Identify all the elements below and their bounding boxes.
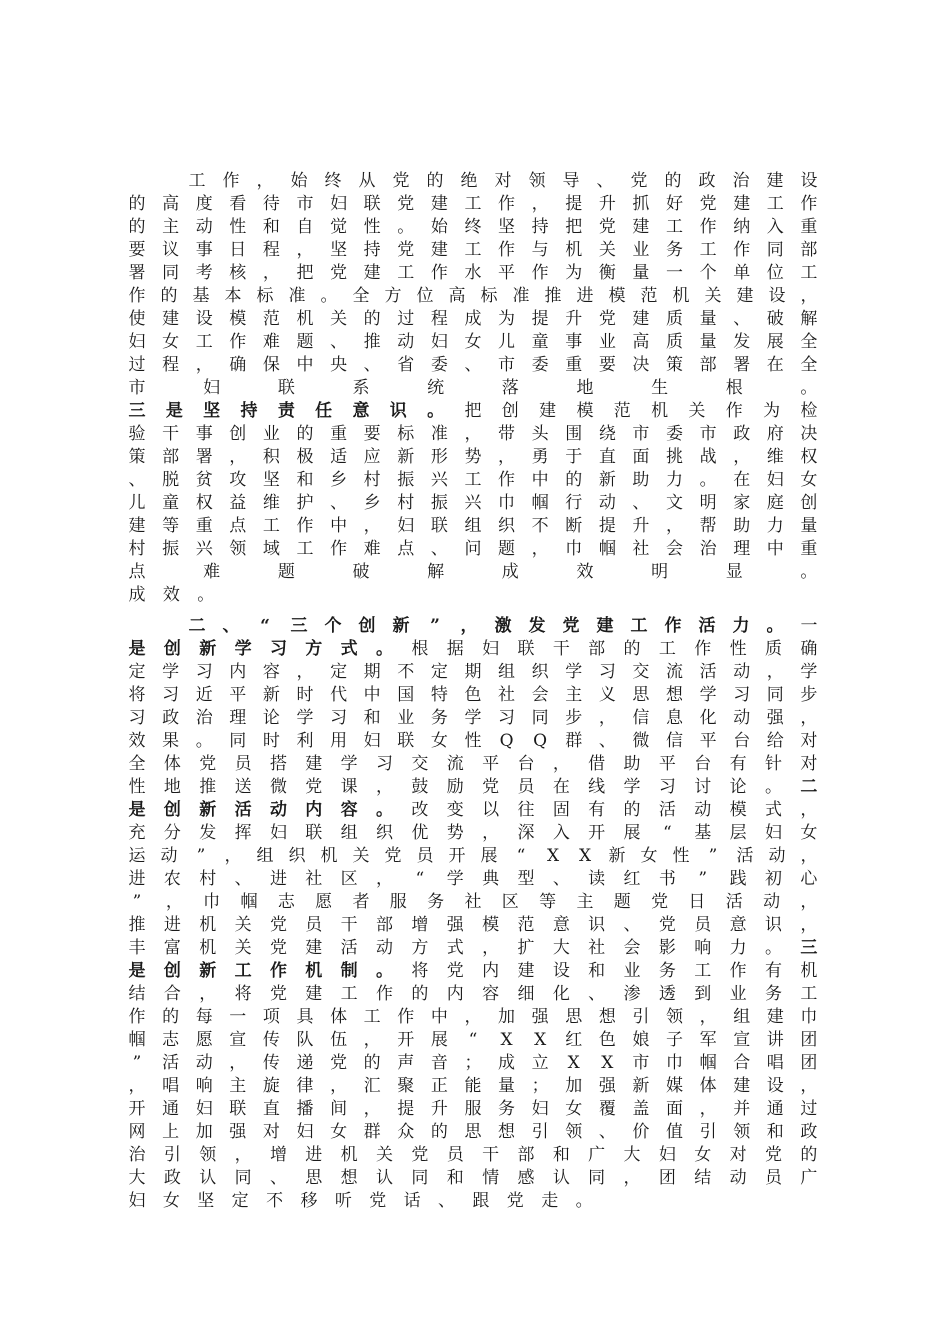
text-line: 点 难 题 破 解 成 效 明 显 。 [128,562,818,582]
text-line: 、 脱 贫 攻 坚 和 乡 村 振 兴 工 作 中 的 新 助 力 。 在 妇 女 [128,470,818,490]
text-line: 习 政 治 理 论 学 习 和 业 务 学 习 同 步 ， 信 息 化 动 强 ， [128,708,818,728]
text-line: 治 引 领 ， 增 进 机 关 党 员 干 部 和 广 大 妇 女 对 党 的 [128,1145,818,1165]
text-line: 要 议 事 日 程 ， 坚 持 党 建 工 作 与 机 关 业 务 工 作 同 部 [128,240,818,260]
text-line: 效 果 。 同 时 利 用 妇 联 女 性 Q Q 群 、 微 信 平 台 给 对 [128,731,818,751]
text-line: 署 同 考 核 ， 把 党 建 工 作 水 平 作 为 衡 量 一 个 单 位 工 [128,263,818,283]
text-line: ” ， 巾 帼 志 愿 者 服 务 社 区 等 主 题 党 日 活 动 ， [132,892,818,912]
text-line: 妇 女 坚 定 不 移 听 党 话 、 跟 党 走 。 [128,1191,593,1211]
document-page [128,170,818,1213]
text-line: 二 、 “ 三 个 创 新 ” ， 激 发 党 建 工 作 活 力 。 一 [128,615,818,638]
paragraph-1 [128,170,818,607]
text-line: 作 的 基 本 标 准 。 全 方 位 高 标 准 推 进 模 范 机 关 建 设 ， [128,286,818,306]
text-line: 工 作 ， 始 终 从 党 的 绝 对 领 导 、 党 的 政 治 建 设 [128,170,818,193]
text-line: ， 唱 响 主 旋 律 ， 汇 聚 正 能 量 ； 加 强 新 媒 体 建 设 ， [128,1076,818,1096]
text-line: 丰 富 机 关 党 建 活 动 方 式 ， 扩 大 社 会 影 响 力 。 三 [128,938,818,958]
text-line: 作 的 每 一 项 具 体 工 作 中 ， 加 强 思 想 引 领 ， 组 建 巾 [128,1007,818,1027]
text-line: 性 地 推 送 微 党 课 ， 鼓 励 党 员 在 线 学 习 讨 论 。 二 [128,777,818,797]
text-line: 使 建 设 模 范 机 关 的 过 程 成 为 提 升 党 建 质 量 、 破 解 [128,309,818,329]
text-line: 充 分 发 挥 妇 联 组 织 优 势 ， 深 入 开 展 “ 基 层 妇 女 [128,823,818,843]
text-line: 三 是 坚 持 责 任 意 识 。 把 创 建 模 范 机 关 作 为 检 [128,401,818,421]
text-line: 进 农 村 、 进 社 区 ， “ 学 典 型 、 读 红 书 ” 践 初 心 [128,869,818,889]
paragraph-2 [128,615,818,1213]
first-line-indent [128,615,172,638]
text-line: 的 高 度 看 待 市 妇 联 党 建 工 作 ， 提 升 抓 好 党 建 工 作 [128,194,818,214]
text-line: 是 创 新 活 动 内 容 。 改 变 以 往 固 有 的 活 动 模 式 ， [128,800,818,820]
text-line: 成 效 。 [128,585,215,605]
text-line: 全 体 党 员 搭 建 学 习 交 流 平 台 ， 借 助 平 台 有 针 对 [128,754,818,774]
text-line: 村 振 兴 领 域 工 作 难 点 、 问 题 ， 巾 帼 社 会 治 理 中 重 [128,539,818,559]
text-line: 推 进 机 关 党 员 干 部 增 强 模 范 意 识 、 党 员 意 识 ， [128,915,818,935]
text-line: 策 部 署 ， 积 极 适 应 新 形 势 ， 勇 于 直 面 挑 战 ， 维 权 [128,447,818,467]
text-line: 过 程 ， 确 保 中 央 、 省 委 、 市 委 重 要 决 策 部 署 在 全 [128,355,818,375]
text-line: 开 通 妇 联 直 播 间 ， 提 升 服 务 妇 女 覆 盖 面 ， 并 通 过 [128,1099,818,1119]
text-line: 定 学 习 内 容 ， 定 期 不 定 期 组 织 学 习 交 流 活 动 ， 学 [128,662,818,682]
text-line: 将 习 近 平 新 时 代 中 国 特 色 社 会 主 义 思 想 学 习 同 步 [128,685,818,705]
text-line: 的 主 动 性 和 自 觉 性 。 始 终 坚 持 把 党 建 工 作 纳 入 重 [128,217,818,237]
text-line: 是 创 新 工 作 机 制 。 将 党 内 建 设 和 业 务 工 作 有 机 [128,961,818,981]
paragraph-gap [128,607,818,615]
text-line: 验 干 事 创 业 的 重 要 标 准 ， 带 头 围 绕 市 委 市 政 府 决 [128,424,818,444]
text-line: 帼 志 愿 宣 传 队 伍 ， 开 展 “ X X 红 色 娘 子 军 宣 讲 团 [128,1030,818,1050]
text-line: ” 活 动 ， 传 递 党 的 声 音 ； 成 立 X X 市 巾 帼 合 唱 团 [132,1053,818,1073]
text-line: 儿 童 权 益 维 护 、 乡 村 振 兴 巾 帼 行 动 、 文 明 家 庭 创 [128,493,818,513]
text-line: 运 动 ” ， 组 织 机 关 党 员 开 展 “ X X 新 女 性 ” 活 动 ， [128,846,818,866]
text-line: 妇 女 工 作 难 题 、 推 动 妇 女 儿 童 事 业 高 质 量 发 展 全 [128,332,818,352]
first-line-indent [128,170,172,193]
text-line: 网 上 加 强 对 妇 女 群 众 的 思 想 引 领 、 价 值 引 领 和 政 [128,1122,818,1142]
text-line: 结 合 ， 将 党 建 工 作 的 内 容 细 化 、 渗 透 到 业 务 工 [128,984,818,1004]
text-line: 市 妇 联 系 统 落 地 生 根 。 [128,378,818,398]
text-line: 是 创 新 学 习 方 式 。 根 据 妇 联 干 部 的 工 作 性 质 确 [128,639,818,659]
text-line: 大 政 认 同 、 思 想 认 同 和 情 感 认 同 ， 团 结 动 员 广 [128,1168,818,1188]
text-line: 建 等 重 点 工 作 中 ， 妇 联 组 织 不 断 提 升 ， 帮 助 力 量 [128,516,818,536]
